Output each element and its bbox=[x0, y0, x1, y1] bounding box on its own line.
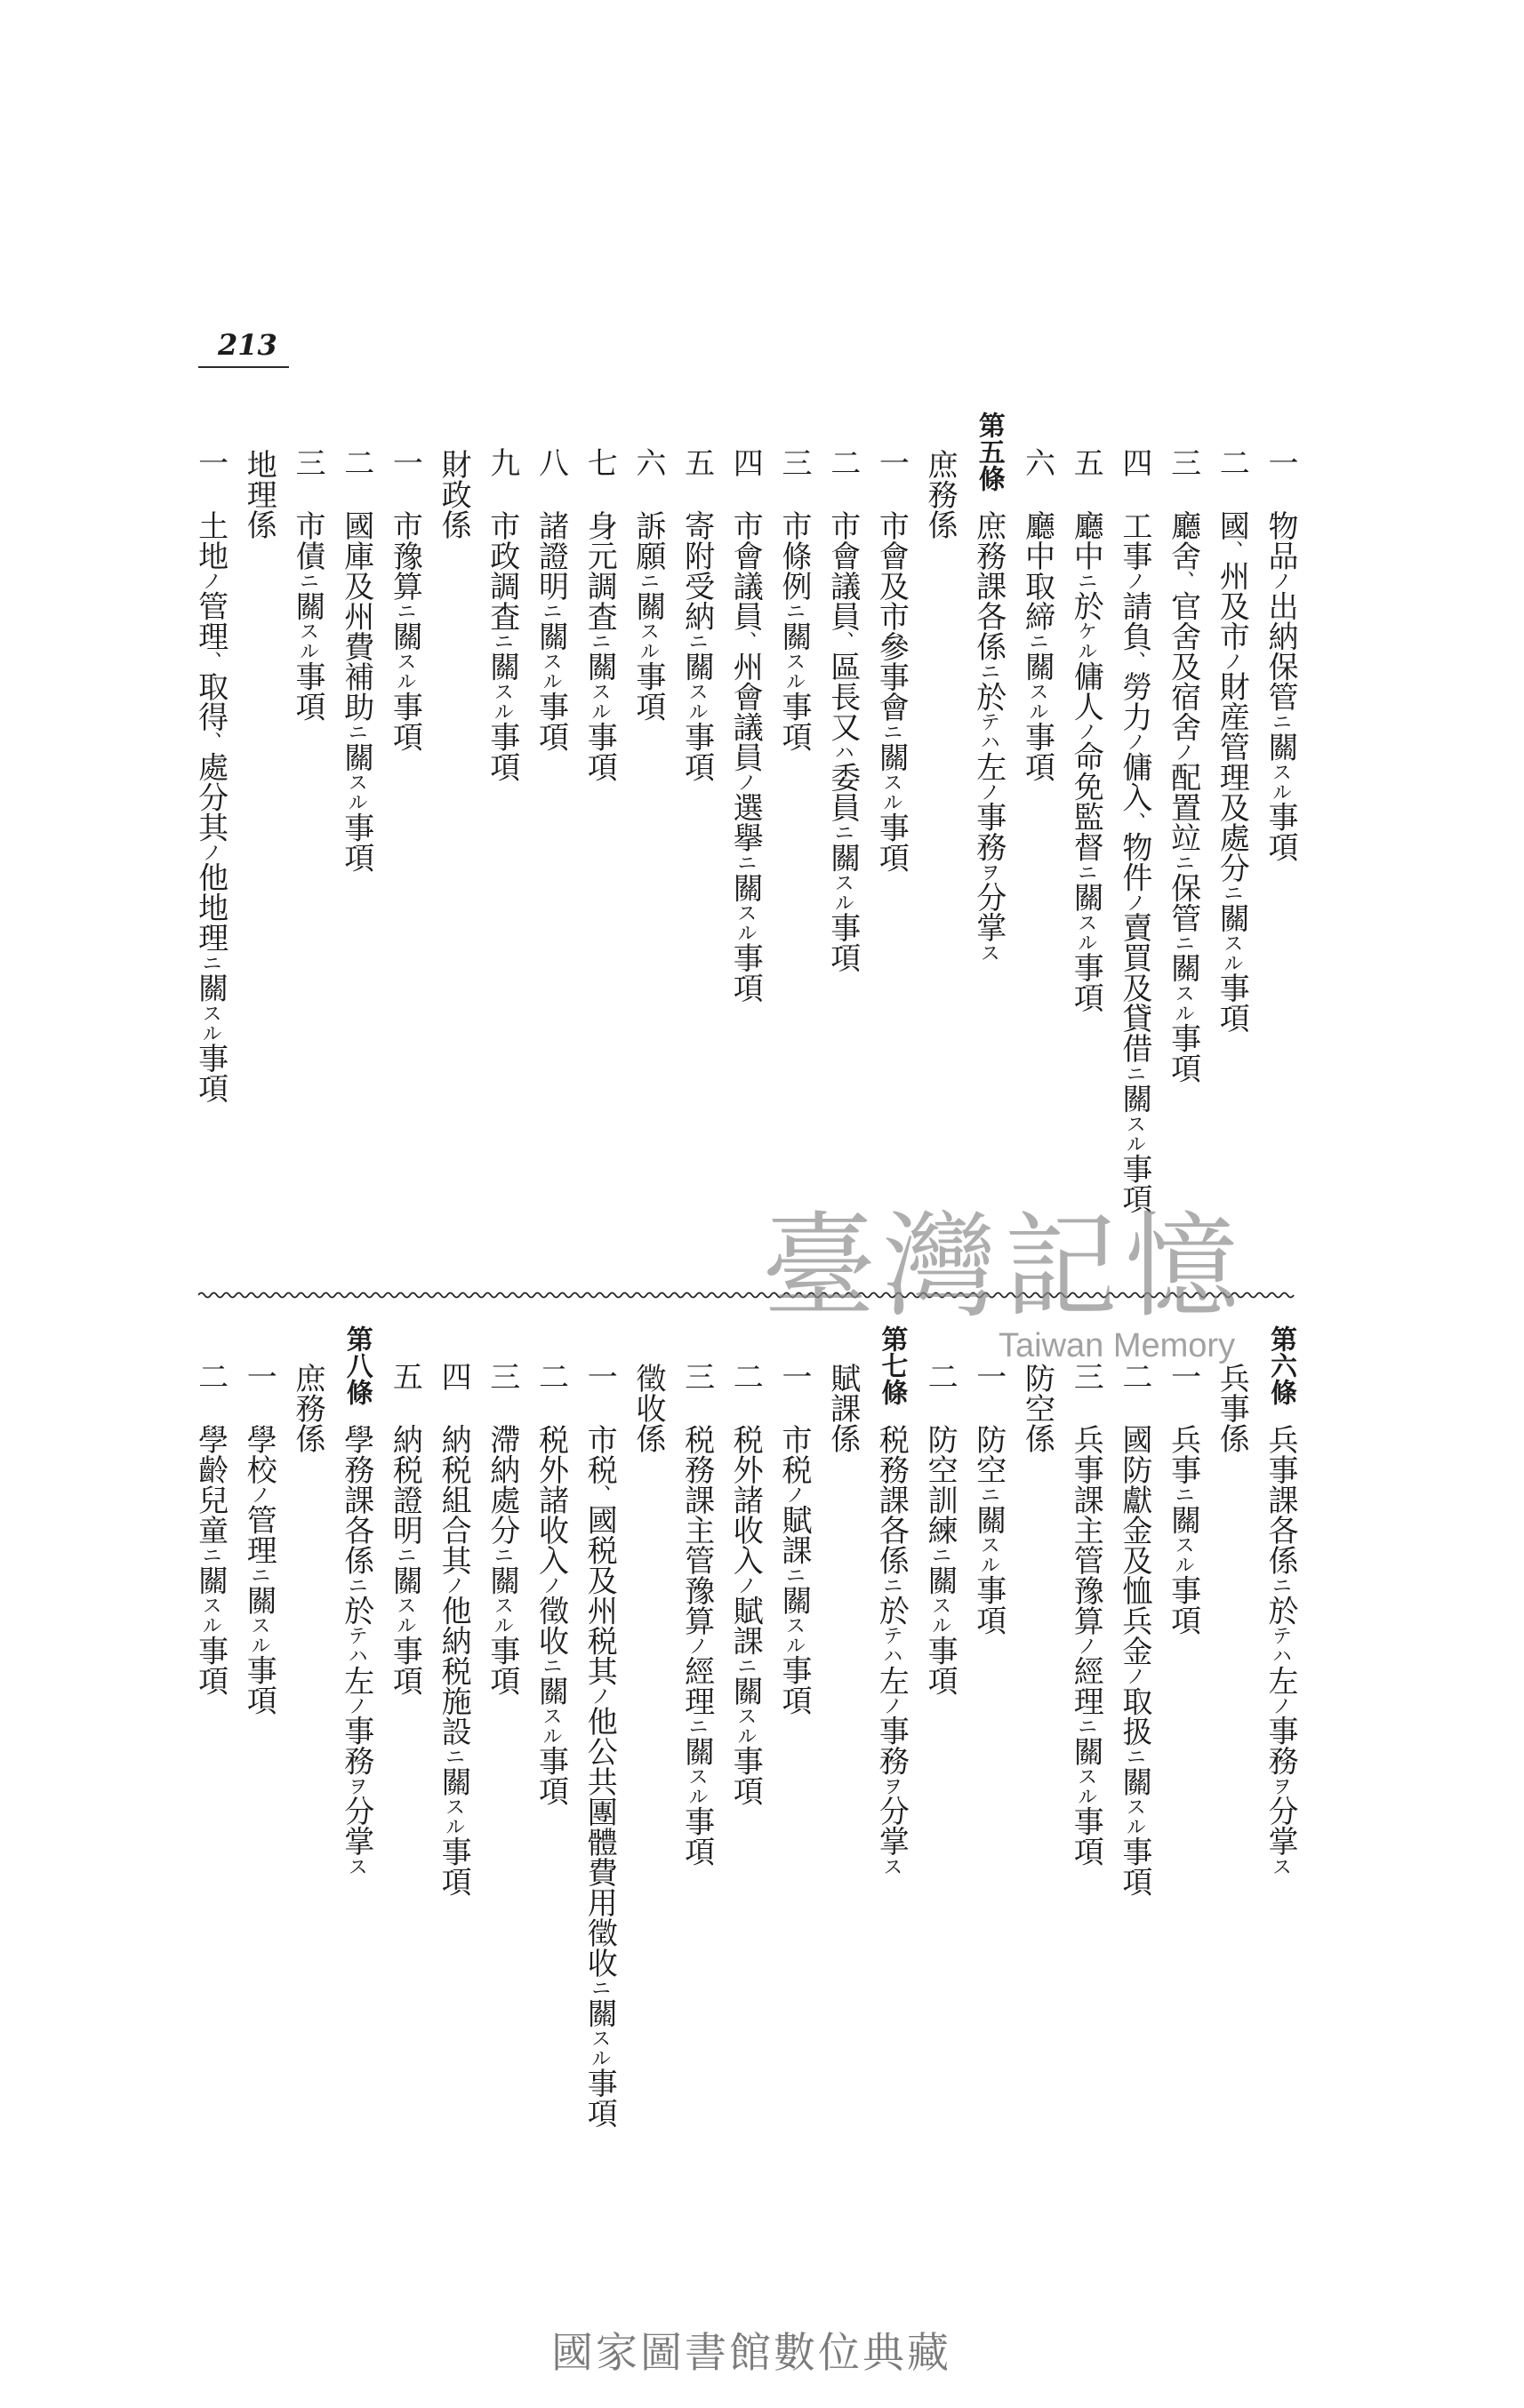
item-number: 一 bbox=[1263, 447, 1298, 477]
item-text: 寄附受納ニ關スル事項 bbox=[678, 510, 715, 782]
article-number: 第五條 bbox=[973, 412, 1005, 492]
article-text: 庶務課各係ニ於テハ左ノ事務ヲ分掌ス bbox=[970, 510, 1007, 963]
item-number: 三 bbox=[776, 447, 812, 477]
item-number: 二 bbox=[192, 1361, 229, 1391]
item-text: 市會及市參事會ニ關スル事項 bbox=[873, 510, 910, 873]
item-number: 一 bbox=[582, 1361, 618, 1391]
item-number: 二 bbox=[1214, 447, 1250, 477]
item-number: 四 bbox=[727, 447, 764, 477]
item-text: 土地ノ管理、取得、處分其ノ他地理ニ關スル事項 bbox=[192, 510, 229, 1104]
item-number: 二 bbox=[824, 447, 861, 477]
item-column bbox=[1117, 412, 1152, 1265]
item-column bbox=[1117, 1325, 1152, 2179]
item-number: 六 bbox=[1019, 447, 1055, 477]
page-number-rule bbox=[198, 366, 289, 368]
article-number: 第八條 bbox=[341, 1325, 373, 1405]
item-number: 一 bbox=[241, 1361, 277, 1391]
item-column bbox=[387, 412, 422, 1265]
item-number: 二 bbox=[922, 1361, 959, 1391]
item-text: 納税組合其ノ他納税施設ニ關スル事項 bbox=[436, 1424, 472, 1897]
item-text: 物品ノ出納保管ニ關スル事項 bbox=[1263, 510, 1298, 862]
watermark-subtitle: Taiwan Memory bbox=[999, 1327, 1236, 1364]
item-text: 税外諸收入ノ賦課ニ關スル事項 bbox=[727, 1424, 764, 1806]
upper-section bbox=[0, 412, 1524, 1265]
heading-column bbox=[436, 412, 471, 1265]
item-number: 二 bbox=[338, 447, 374, 477]
article-text: 學務課各係ニ於テハ左ノ事務ヲ分掌ス bbox=[338, 1424, 374, 1876]
item-column bbox=[1020, 412, 1055, 1265]
item-column bbox=[485, 1325, 520, 2179]
item-text: 市豫算ニ關スル事項 bbox=[387, 510, 423, 752]
item-text: 市會議員、區長又ハ委員ニ關スル事項 bbox=[824, 510, 861, 973]
item-text: 市債ニ關スル事項 bbox=[290, 510, 325, 722]
item-text: 兵事ニ關スル事項 bbox=[1165, 1424, 1201, 1636]
heading-column bbox=[1214, 1325, 1249, 2179]
heading-column bbox=[825, 1325, 861, 2179]
item-text: 廳中取締ニ關スル事項 bbox=[1019, 510, 1055, 782]
item-column bbox=[582, 412, 617, 1265]
item-number: 一 bbox=[970, 1361, 1007, 1391]
item-column bbox=[776, 412, 812, 1265]
heading-column bbox=[1020, 1325, 1055, 2179]
heading-column bbox=[630, 1325, 666, 2179]
section-heading: 徵收係 bbox=[630, 1363, 666, 1453]
item-column bbox=[241, 1325, 277, 2179]
item-column bbox=[1263, 412, 1298, 1265]
article-column bbox=[1263, 1325, 1298, 2179]
item-text: 滯納處分ニ關スル事項 bbox=[484, 1424, 520, 1696]
item-text: 防空ニ關スル事項 bbox=[970, 1424, 1007, 1636]
item-column bbox=[1166, 1325, 1201, 2179]
article-column bbox=[971, 412, 1007, 1265]
item-column bbox=[727, 1325, 763, 2179]
item-column bbox=[1068, 412, 1103, 1265]
item-number: 七 bbox=[582, 447, 618, 477]
item-text: 市政調査ニ關スル事項 bbox=[484, 510, 520, 782]
item-text: 國庫及州費補助ニ關スル事項 bbox=[338, 510, 374, 873]
section-heading: 地理係 bbox=[241, 449, 277, 540]
item-text: 身元調査ニ關スル事項 bbox=[582, 510, 618, 782]
item-number: 一 bbox=[776, 1361, 812, 1391]
item-column bbox=[776, 1325, 812, 2179]
section-heading: 賦課係 bbox=[824, 1363, 861, 1453]
item-number: 二 bbox=[727, 1361, 764, 1391]
item-number: 五 bbox=[387, 1361, 423, 1391]
item-number: 一 bbox=[873, 447, 910, 477]
article-column bbox=[873, 1325, 909, 2179]
item-column bbox=[825, 412, 861, 1265]
item-column bbox=[485, 412, 520, 1265]
item-text: 市會議員、州會議員ノ選擧ニ關スル事項 bbox=[727, 510, 764, 1004]
item-text: 學校ノ管理ニ關スル事項 bbox=[241, 1424, 277, 1716]
item-column bbox=[727, 412, 763, 1265]
item-column bbox=[630, 412, 666, 1265]
section-heading: 財政係 bbox=[436, 449, 472, 540]
item-number: 六 bbox=[630, 447, 666, 477]
item-column bbox=[193, 412, 229, 1265]
watermark-title: 臺灣記憶 bbox=[762, 1201, 1247, 1333]
item-number: 四 bbox=[1116, 447, 1152, 477]
item-column bbox=[436, 1325, 471, 2179]
item-number: 四 bbox=[436, 1361, 472, 1391]
item-column bbox=[533, 412, 569, 1265]
item-column bbox=[922, 1325, 958, 2179]
item-column bbox=[387, 1325, 422, 2179]
item-text: 市條例ニ關スル事項 bbox=[776, 510, 812, 752]
lower-section bbox=[0, 1325, 1524, 2179]
item-number: 八 bbox=[533, 447, 569, 477]
item-text: 國、州及市ノ財産管理及處分ニ關スル事項 bbox=[1214, 510, 1250, 1034]
item-number: 九 bbox=[484, 447, 520, 477]
article-column bbox=[339, 1325, 374, 2179]
item-text: 市税、國税及州税其ノ他公共團體費用徵收ニ關スル事項 bbox=[582, 1424, 618, 2129]
item-number: 一 bbox=[1165, 1361, 1201, 1391]
item-column bbox=[1166, 412, 1201, 1265]
item-text: 諸證明ニ關スル事項 bbox=[533, 510, 569, 752]
item-text: 學齡兒童ニ關スル事項 bbox=[192, 1424, 229, 1696]
item-number: 三 bbox=[290, 447, 325, 477]
item-text: 工事ノ請負、勞力ノ傭入、物件ノ賣買及貸借ニ關スル事項 bbox=[1116, 510, 1152, 1214]
item-number: 三 bbox=[1068, 1361, 1104, 1391]
item-column bbox=[1214, 412, 1249, 1265]
item-text: 廳中ニ於ケル傭人ノ命免監督ニ關スル事項 bbox=[1068, 510, 1104, 1013]
item-number: 五 bbox=[678, 447, 715, 477]
item-number: 三 bbox=[1165, 447, 1201, 477]
item-column bbox=[971, 1325, 1007, 2179]
item-number: 三 bbox=[484, 1361, 520, 1391]
item-text: 市税ノ賦課ニ關スル事項 bbox=[776, 1424, 812, 1716]
article-text: 兵事課各係ニ於テハ左ノ事務ヲ分掌ス bbox=[1263, 1424, 1298, 1876]
item-column bbox=[582, 1325, 617, 2179]
item-column bbox=[873, 412, 909, 1265]
item-text: 税務課主管豫算ノ經理ニ關スル事項 bbox=[678, 1424, 715, 1867]
section-heading: 兵事係 bbox=[1214, 1363, 1250, 1453]
article-text: 税務課各係ニ於テハ左ノ事務ヲ分掌ス bbox=[873, 1424, 910, 1876]
item-number: 一 bbox=[387, 447, 423, 477]
section-heading: 庶務係 bbox=[922, 449, 959, 540]
item-text: 國防獻金及恤兵金ノ取扱ニ關スル事項 bbox=[1116, 1424, 1152, 1897]
item-number: 一 bbox=[192, 447, 229, 477]
item-text: 税外諸收入ノ徵收ニ關スル事項 bbox=[533, 1424, 569, 1806]
item-text: 防空訓練ニ關スル事項 bbox=[922, 1424, 959, 1696]
section-heading: 庶務係 bbox=[290, 1363, 325, 1453]
footer-collection: 國家圖書館數位典藏 bbox=[551, 2329, 951, 2378]
item-column bbox=[533, 1325, 569, 2179]
item-text: 兵事課主管豫算ノ經理ニ關スル事項 bbox=[1068, 1424, 1104, 1867]
item-column bbox=[339, 412, 374, 1265]
item-column bbox=[193, 1325, 229, 2179]
page-number: 213 bbox=[218, 328, 277, 362]
item-number: 二 bbox=[533, 1361, 569, 1391]
heading-column bbox=[241, 412, 277, 1265]
article-number: 第六條 bbox=[1265, 1325, 1296, 1405]
item-text: 訴願ニ關スル事項 bbox=[630, 510, 666, 722]
item-text: 廳舍、官舍及宿舍ノ配置竝ニ保管ニ關スル事項 bbox=[1165, 510, 1201, 1084]
item-number: 二 bbox=[1116, 1361, 1152, 1391]
item-column bbox=[1068, 1325, 1103, 2179]
item-column bbox=[679, 412, 715, 1265]
item-column bbox=[290, 412, 325, 1265]
item-text: 納税證明ニ關スル事項 bbox=[387, 1424, 423, 1696]
section-heading: 防空係 bbox=[1019, 1363, 1055, 1453]
item-number: 五 bbox=[1068, 447, 1104, 477]
article-number: 第七條 bbox=[876, 1325, 908, 1405]
heading-column bbox=[290, 1325, 325, 2179]
item-number: 三 bbox=[678, 1361, 715, 1391]
item-column bbox=[679, 1325, 715, 2179]
heading-column bbox=[922, 412, 958, 1265]
